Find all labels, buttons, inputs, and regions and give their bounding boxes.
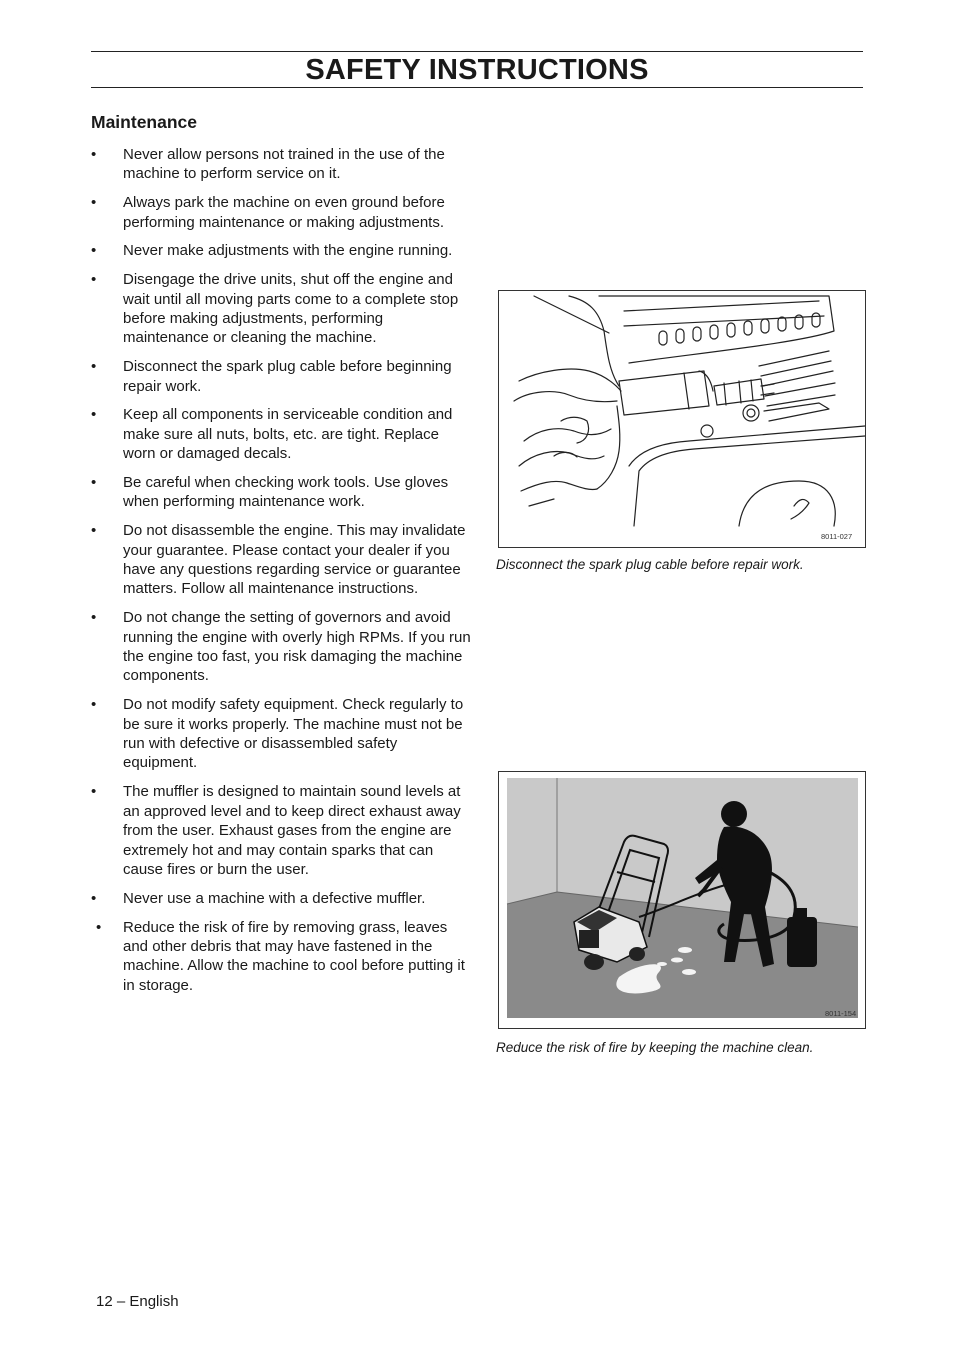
bullet-icon: • xyxy=(91,609,97,627)
list-item: • Keep all components in serviceable condition and make sure all nuts, bolts, etc. are tight. Replace worn or damaged decals. xyxy=(91,406,453,463)
bullet-icon: • xyxy=(91,406,97,424)
bullet-icon: • xyxy=(91,696,97,714)
section-heading: Maintenance xyxy=(91,112,197,132)
bullet-icon: • xyxy=(91,783,97,801)
bullet-icon: • xyxy=(91,146,97,163)
list-item: • Do not modify safety equipment. Check regularly to be sure it works properly. The machine must not be run with defective or disassembled safety equipment. xyxy=(91,696,464,772)
list-item: • The muffler is designed to maintain sound levels at an approved level and to keep direct exhaust away from the user. Exhaust gases from the engine are extremely hot and may contain sparks that can cause fires or burn the user. xyxy=(91,783,461,878)
list-item: • Never make adjustments with the engine running. xyxy=(91,242,453,260)
bullet-icon: • xyxy=(96,918,102,936)
bullet-icon: • xyxy=(91,194,97,212)
figure-spark-plug xyxy=(498,290,866,548)
list-item: • Never use a machine with a defective muffler. xyxy=(91,889,426,907)
list-item: • Always park the machine on even ground before performing maintenance or making adjustments. xyxy=(91,194,445,231)
list-item: • Reduce the risk of fire by removing grass, leaves and other debris that may have fastened in the machine. Allow the machine to cool before putting it in storage. xyxy=(96,918,465,994)
list-item: • Disengage the drive units, shut off the engine and wait until all moving parts come to a complete stop before making adjustments, performing maintenance or cleaning the machine. xyxy=(91,271,459,347)
bullet-icon: • xyxy=(91,242,97,260)
bullet-icon: • xyxy=(91,474,97,492)
bullet-icon: • xyxy=(91,271,97,289)
list-item: • Never allow persons not trained in the use of the machine to perform service on it. xyxy=(91,146,445,183)
page-number: 12 – English xyxy=(96,1293,179,1310)
bullet-icon: • xyxy=(91,889,97,907)
list-item: • Do not change the setting of governors and avoid running the engine with overly high RPMs. If you run the engine too fast, you risk damaging the machine components. xyxy=(91,609,471,685)
figure-caption-1: Disconnect the spark plug cable before repair work. xyxy=(496,557,804,572)
maintenance-bullet-list xyxy=(91,145,471,1005)
page-title: SAFETY INSTRUCTIONS xyxy=(305,54,649,86)
header-rule-bottom xyxy=(91,87,863,88)
spark-plug-illustration xyxy=(499,291,865,547)
figure-caption-2: Reduce the risk of fire by keeping the machine clean. xyxy=(496,1040,814,1055)
figure-code-2: 8011-154 xyxy=(825,1009,857,1018)
list-item: • Disconnect the spark plug cable before beginning repair work. xyxy=(91,358,452,395)
machine-cleaning-illustration xyxy=(499,772,865,1028)
figure-code-1: 8011-027 xyxy=(821,532,853,541)
list-item: • Be careful when checking work tools. Use gloves when performing maintenance work. xyxy=(91,474,449,511)
bullet-icon: • xyxy=(91,358,97,376)
bullet-icon: • xyxy=(91,522,97,540)
figure-cleaning-machine xyxy=(498,771,866,1029)
list-item: • Do not disassemble the engine. This may invalidate your guarantee. Please contact your dealer if you have any questions regarding service or guarantee matters. Follow all maintenance instructions. xyxy=(91,522,466,598)
